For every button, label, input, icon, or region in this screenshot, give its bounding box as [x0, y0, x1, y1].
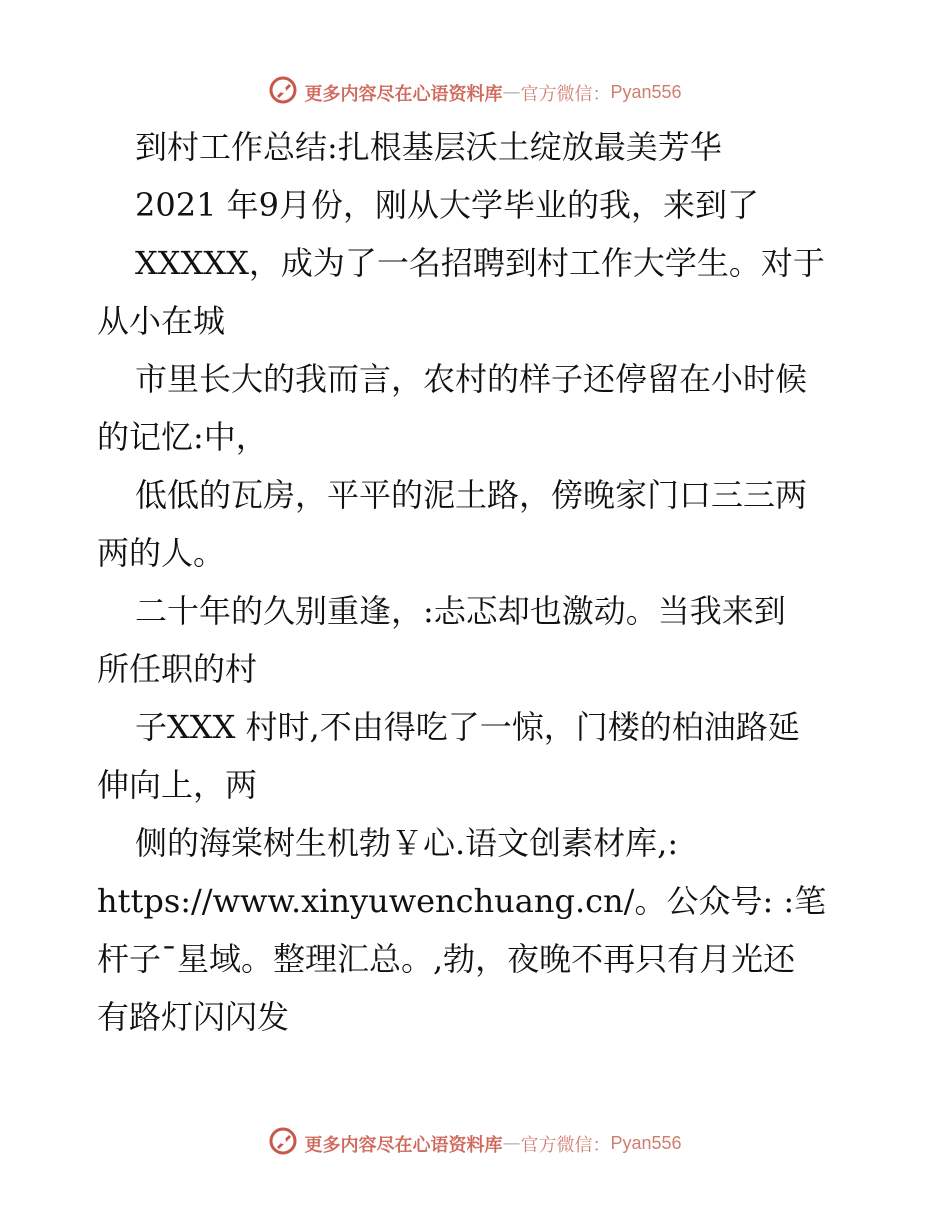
banner-wechat-id: Pyan556	[610, 1133, 682, 1153]
paragraph-line: https://www.xinyuwenchuang.cn/。公众号: :笔	[97, 882, 827, 920]
banner-separator: —	[502, 82, 521, 103]
banner-brand: 更多内容尽在心语资料库	[304, 1134, 503, 1156]
paragraph-line: 两的人。	[97, 534, 226, 572]
pen-logo-icon	[268, 1126, 298, 1161]
header-banner	[0, 75, 950, 110]
document-body	[97, 118, 857, 1046]
banner-wechat-id: Pyan556	[610, 82, 682, 102]
paragraph-line: 低低的瓦房，平平的泥土路，傍晚家门口三三两	[135, 476, 808, 514]
banner-separator: —	[502, 1133, 521, 1154]
paragraph-line: 二十年的久别重逢，:忐忑却也激动。当我来到	[135, 592, 786, 630]
banner-brand: 更多内容尽在心语资料库	[304, 83, 503, 105]
banner-wechat-label: 官方微信：	[520, 1134, 611, 1156]
document-title: 到村工作总结:扎根基层沃土绽放最美芳华	[135, 128, 722, 166]
paragraph-line: 所任职的村	[97, 650, 258, 688]
paragraph-line: 伸向上，两	[97, 766, 258, 804]
paragraph-line: 市里长大的我而言，农村的样子还停留在小时候	[135, 360, 808, 398]
paragraph-line: 子XXX 村时,不由得吃了一惊，门楼的柏油路延	[135, 708, 800, 746]
footer-banner	[0, 1126, 950, 1161]
paragraph-line: 从小在城	[97, 302, 226, 340]
banner-wechat-label: 官方微信：	[520, 83, 611, 105]
paragraph-line: 的记忆:中，	[97, 418, 268, 456]
pen-logo-icon	[268, 75, 298, 110]
paragraph-line: 杆子¯星域。整理汇总。,勃，夜晚不再只有月光还	[97, 940, 796, 978]
paragraph-line: 有路灯闪闪发	[97, 998, 290, 1036]
paragraph-line: XXXXX，成为了一名招聘到村工作大学生。对于	[135, 244, 825, 282]
paragraph-line: 2021 年9月份，刚从大学毕业的我，来到了	[135, 186, 759, 224]
paragraph-line: 侧的海棠树生机勃￥心.语文创素材库,:	[135, 824, 679, 862]
